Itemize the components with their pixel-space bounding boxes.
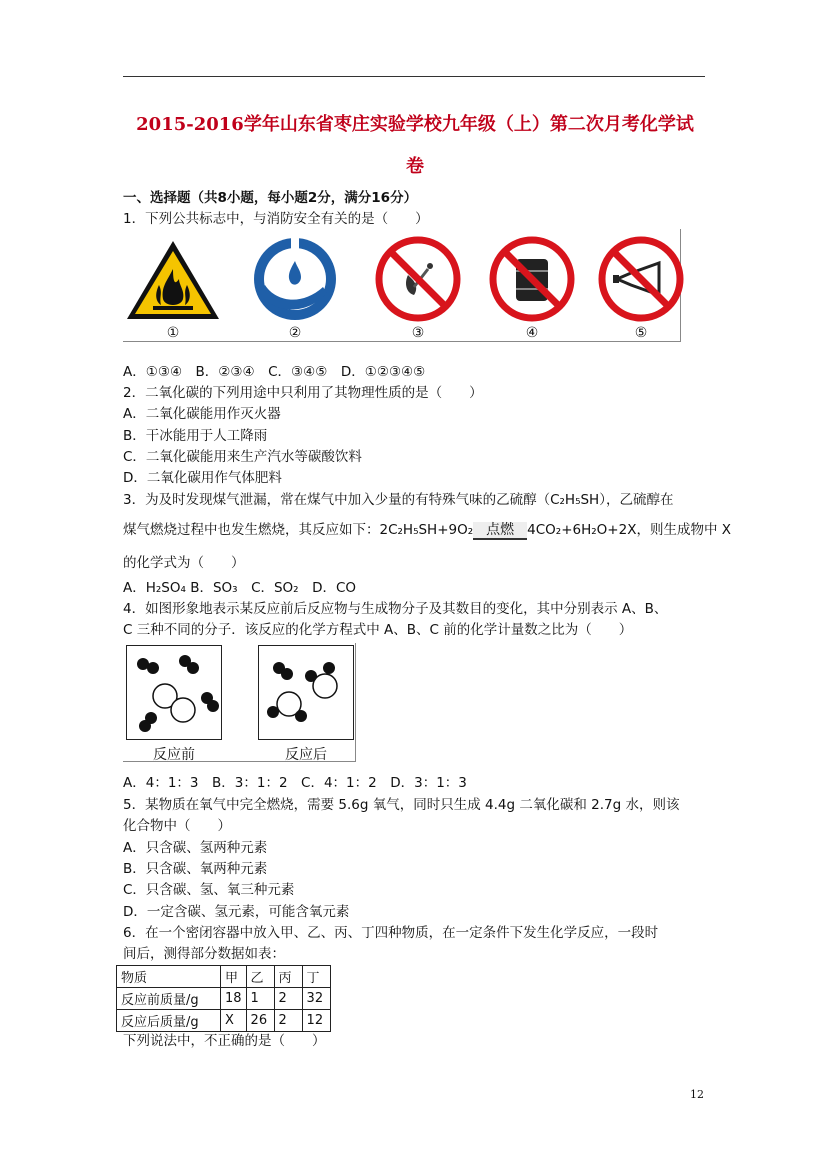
table-cell: 丙	[274, 966, 302, 988]
section-heading: 一、选择题（共8小题，每小题2分，满分16分）	[123, 190, 418, 206]
page-title-continued: 卷	[406, 156, 424, 177]
table-cell: 2	[274, 988, 302, 1010]
q3-line3: 的化学式为（ ）	[123, 555, 245, 571]
table-cell: 18	[221, 988, 247, 1010]
table-cell: 乙	[246, 966, 274, 988]
table-cell: 32	[302, 988, 330, 1010]
before-reaction-label: 反应前	[153, 747, 195, 763]
after-reaction-label: 反应后	[285, 747, 327, 763]
q5-option-d: D．一定含碳、氢元素，可能含氧元素	[123, 904, 350, 920]
q4-options: A．4：1：3 B．3：1：2 C．4：1：2 D．3：1：3	[123, 775, 467, 791]
sign-number-4: ④	[525, 325, 539, 341]
q3-line1: 3．为及时发现煤气泄漏，常在煤气中加入少量的有特殊气味的乙硫醇（C₂H₅SH），乙硫醇在	[123, 492, 674, 508]
q3-equation-left: 煤气燃烧过程中也发生燃烧，其反应如下：2C₂H₅SH+9O₂	[123, 522, 474, 538]
table-cell: 丁	[302, 966, 330, 988]
reaction-condition	[473, 522, 527, 540]
q2-option-a: A．二氧化碳能用作灭火器	[123, 406, 281, 422]
q6-after-table: 下列说法中，不正确的是（ ）	[123, 1033, 326, 1049]
no-fire-icon	[368, 235, 468, 323]
table-row	[117, 1010, 331, 1032]
q4-line1: 4．如图形象地表示某反应前后反应物与生成物分子及其数目的变化，其中分别表示 A、B、	[123, 601, 668, 617]
q1-options: A．①③④ B．②③④ C．③④⑤ D．①②③④⑤	[123, 364, 426, 380]
table-cell: 反应前质量/g	[117, 988, 221, 1010]
q5-option-c: C．只含碳、氢、氧三种元素	[123, 882, 295, 898]
table-row	[117, 988, 331, 1010]
q3-equation-right: 4CO₂+6H₂O+2X，则生成物中 X	[527, 522, 731, 538]
table-cell: 1	[246, 988, 274, 1010]
fire-warning-icon	[123, 235, 223, 323]
q5-option-b: B．只含碳、氧两种元素	[123, 861, 268, 877]
q6-line1: 6．在一个密闭容器中放入甲、乙、丙、丁四种物质，在一定条件下发生化学反应，一段时	[123, 925, 659, 941]
table-cell: 2	[274, 1010, 302, 1032]
table-cell: X	[221, 1010, 247, 1032]
q2-option-d: D．二氧化碳用作气体肥料	[123, 470, 282, 486]
q5-option-a: A．只含碳、氢两种元素	[123, 840, 268, 856]
q4-line2: C 三种不同的分子．该反应的化学方程式中 A、B、C 前的化学计量数之比为（ ）	[123, 622, 633, 638]
q5-line1: 5．某物质在氧气中完全燃烧，需要 5.6g 氧气，同时只生成 4.4g 二氧化碳和 2.7g 水，则该	[123, 797, 680, 813]
before-reaction-box	[126, 645, 222, 740]
table-cell: 物质	[117, 966, 221, 988]
q3-options: A．H₂SO₄ B．SO₃ C．SO₂ D．CO	[123, 580, 357, 596]
q2-option-b: B．干冰能用于人工降雨	[123, 428, 268, 444]
q6-data-table	[116, 965, 331, 1032]
page-number: 12	[690, 1088, 704, 1101]
q1-stem: 1．下列公共标志中，与消防安全有关的是（ ）	[123, 211, 429, 227]
table-cell: 反应后质量/g	[117, 1010, 221, 1032]
table-cell: 12	[302, 1010, 330, 1032]
q1-signs-figure	[123, 229, 681, 342]
sign-number-1: ①	[166, 325, 180, 341]
q3-line2	[123, 520, 731, 540]
q2-stem: 2．二氧化碳的下列用途中只利用了其物理性质的是（ ）	[123, 385, 483, 401]
table-cell: 26	[246, 1010, 274, 1032]
q4-molecule-figure	[123, 643, 356, 762]
page-title: 2015-2016学年山东省枣庄实验学校九年级（上）第二次月考化学试	[136, 114, 694, 135]
sign-number-2: ②	[288, 325, 302, 341]
condition-label: 点燃	[473, 522, 527, 540]
water-saving-icon	[245, 235, 345, 323]
after-reaction-box	[258, 645, 354, 740]
no-horn-icon	[591, 235, 691, 323]
no-fuel-drum-icon	[482, 235, 582, 323]
table-row	[117, 966, 331, 988]
q5-line2: 化合物中（ ）	[123, 818, 231, 834]
q6-line2: 间后，测得部分数据如表：	[123, 946, 285, 962]
sign-number-5: ⑤	[634, 325, 648, 341]
sign-number-3: ③	[411, 325, 425, 341]
header-rule	[123, 76, 705, 77]
table-cell: 甲	[221, 966, 247, 988]
q2-option-c: C．二氧化碳能用来生产汽水等碳酸饮料	[123, 449, 362, 465]
